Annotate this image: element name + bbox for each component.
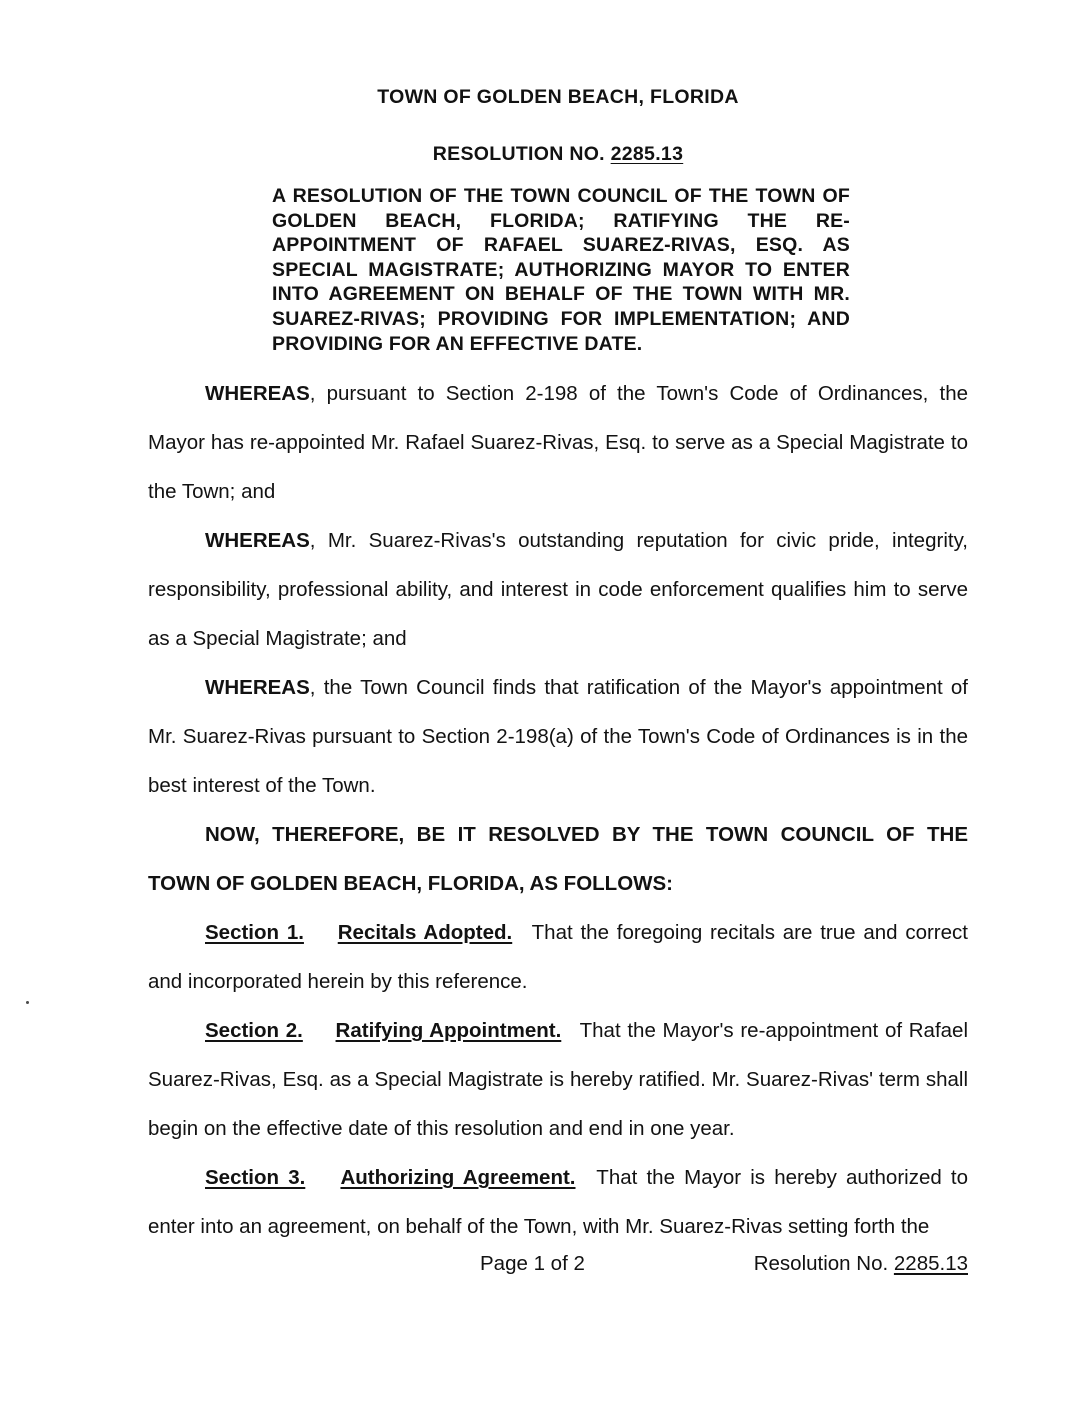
resolution-number: 2285.13 — [610, 143, 684, 165]
whereas-lead: WHEREAS — [205, 676, 310, 700]
page-number-label: Page 1 of 2 — [480, 1252, 585, 1276]
section-number: Section 1. — [205, 921, 304, 945]
whereas-paragraph-3 — [148, 663, 968, 810]
page-footer — [148, 1251, 968, 1281]
section-title: Recitals Adopted. — [337, 921, 513, 945]
page-title: TOWN OF GOLDEN BEACH, FLORIDA — [377, 86, 739, 108]
resolution-number-line — [148, 143, 968, 166]
section-title: Ratifying Appointment. — [335, 1019, 562, 1043]
footer-resolution-number: 2285.13 — [893, 1252, 968, 1276]
whereas-paragraph-1 — [148, 369, 968, 516]
section-text: That the Mayor is hereby authorized to enter into an agreement, on behalf of the Town, with Mr. Suarez-Rivas setting forth the — [148, 1166, 969, 1239]
resolved-clause: NOW, THEREFORE, BE IT RESOLVED BY THE TOWN COUNCIL OF THE TOWN OF GOLDEN BEACH, FLORIDA, AS FOLLOWS: — [148, 823, 968, 896]
footer-resolution-label: Resolution No. — [753, 1252, 894, 1276]
whereas-text: , the Town Council finds that ratification of the Mayor's appointment of Mr. Suarez-Rivas pursuant to Section 2-198(a) of the Town's Code of Ordinances is in the best interest of the Town. — [148, 676, 968, 798]
whereas-lead: WHEREAS — [205, 382, 310, 406]
section-text: That the Mayor's re-appointment of Rafael Suarez-Rivas, Esq. as a Special Magistrate is hereby ratified. Mr. Suarez-Rivas' term shall begin on the effective date of this resolution and end in one year. — [148, 1019, 968, 1141]
footer-resolution-reference — [754, 1251, 968, 1277]
whereas-lead: WHEREAS — [205, 529, 310, 553]
section-2-paragraph — [148, 1006, 968, 1153]
section-number: Section 3. — [205, 1166, 306, 1190]
section-number: Section 2. — [205, 1019, 303, 1043]
section-3-paragraph — [148, 1153, 968, 1251]
section-title: Authorizing Agreement. — [340, 1166, 576, 1190]
whereas-text: , pursuant to Section 2-198 of the Town's Code of Ordinances, the Mayor has re-appointed Mr. Rafael Suarez-Rivas, Esq. to serve as a Special Magistrate to the Town; and — [148, 382, 968, 504]
resolution-body — [148, 369, 968, 1251]
resolution-preamble: A RESOLUTION OF THE TOWN COUNCIL OF THE TOWN OF GOLDEN BEACH, FLORIDA; RATIFYING THE RE-APPOINTMENT OF RAFAEL SUAREZ-RIVAS, ESQ. AS SPECIAL MAGISTRATE; AUTHORIZING MAYOR TO ENTER INTO AGREEMENT ON BEHALF OF THE TOWN WITH MR. SUAREZ-RIVAS; PROVIDING FOR IMPLEMENTATION; AND PROVIDING FOR AN EFFECTIVE DATE. — [272, 185, 850, 355]
resolution-label: RESOLUTION NO. — [432, 143, 611, 165]
whereas-paragraph-2 — [148, 516, 968, 663]
whereas-text: , Mr. Suarez-Rivas's outstanding reputation for civic pride, integrity, responsibility, professional ability, and interest in code enforcement qualifies him to serve as a Special Magistrate; and — [148, 529, 968, 651]
section-text: That the foregoing recitals are true and correct and incorporated herein by this reference. — [148, 921, 968, 994]
section-1-paragraph — [148, 908, 968, 1006]
scan-artifact-dot — [26, 1001, 29, 1004]
